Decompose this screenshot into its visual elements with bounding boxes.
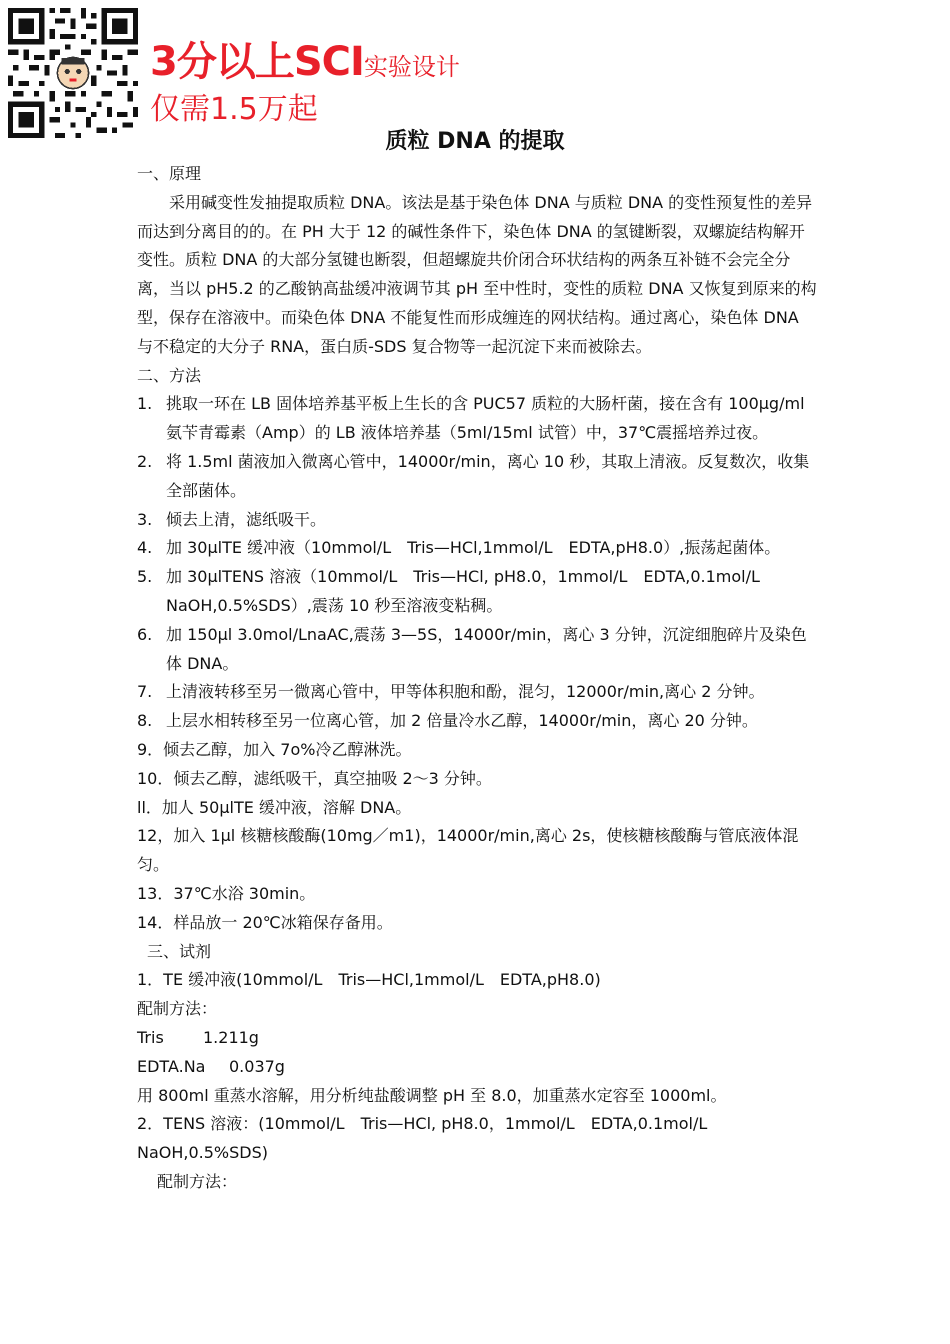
step-number: 6.	[137, 624, 153, 644]
ad-line-2: 仅需1.5万起	[150, 92, 318, 127]
step-text: 上清液转移至另一微离心管中，甲等体积胞和酚，混匀，12000r/min,离心 2 分钟。	[166, 682, 765, 702]
step-text: 倾去上清，滤纸吸干。	[166, 509, 327, 529]
reagent-2-method-label: 配制方法：	[157, 1171, 238, 1191]
reagent-2-title: 2．TENS 溶液：(10mmol/L Tris—HCl, pH8.0，1mmol/L EDTA,0.1mol/L NaOH,0.5%SDS)	[137, 1114, 708, 1163]
step-12: 12，加入 1μl 核糖核酸酶(10mg／m1)，14000r/min,离心 2s，使核糖核酸酶与管底液体混匀。	[137, 826, 799, 875]
document-body	[137, 160, 817, 1197]
step-number: 8.	[137, 711, 153, 731]
step-number: 3.	[137, 509, 153, 529]
step-number: 7.	[137, 682, 153, 702]
step-number: 5.	[137, 567, 153, 587]
principle-paragraph: 采用碱变性发抽提取质粒 DNA。该法是基于染色体 DNA 与质粒 DNA 的变性预复性的差异而达到分离目的的。在 PH 大于 12 的碱性条件下，染色体 DNA 的氢键断裂，双螺旋结构解开变性。质粒 DNA 的大部分氢键也断裂，但超螺旋共价闭合环状结构的两条互补链不会完全分离，当以 pH5.2 的乙酸钠高盐缓冲液调节其 pH 至中性时，变性的质粒 DNA 又恢复到原来的构型，保存在溶液中。而染色体 DNA 不能复性而形成缠连的网状结构。通过离心，染色体 DNA 与不稳定的大分子 RNA，蛋白质-SDS 复合物等一起沉淀下来而被除去。	[137, 192, 817, 356]
method-heading: 二、方法	[137, 365, 202, 385]
step-number: 2.	[137, 451, 153, 471]
step-text: 上层水相转移至另一位离心管，加 2 倍量冷水乙醇，14000r/min，离心 20 分钟。	[166, 711, 758, 731]
step-14: 14．样品放一 20℃冰箱保存备用。	[137, 912, 393, 932]
step-text: 加 150μl 3.0mol/LnaAC,震荡 3—5S，14000r/min，离心 3 分钟，沉淀细胞碎片及染色体 DNA。	[166, 624, 807, 673]
ad-design-text: 实验设计	[363, 53, 460, 81]
reagent-1-title: 1．TE 缓冲液(10mmol/L Tris—HCl,1mmol/L EDTA,pH8.0)	[137, 970, 601, 990]
reagent-1-instruction: 用 800ml 重蒸水溶解，用分析纯盐酸调整 pH 至 8.0，加重蒸水定容至 1000ml。	[137, 1085, 727, 1105]
reagent-row-tris	[137, 1024, 817, 1053]
step-11: ll．加人 50μlTE 缓冲液，溶解 DNA。	[137, 797, 412, 817]
step-9: 9．倾去乙醇，加入 7o%冷乙醇淋洗。	[137, 739, 412, 759]
step-text: 加 30μlTENS 溶液（10mmol/L Tris—HCl, pH8.0，1mmol/L EDTA,0.1mol/L NaOH,0.5%SDS）,震荡 10 秒至溶液变粘稠。	[166, 567, 760, 615]
reagent-1-method-label: 配制方法：	[137, 999, 218, 1019]
list-item	[137, 563, 817, 621]
list-item	[137, 390, 817, 448]
step-number: 1.	[137, 394, 153, 414]
list-item	[137, 448, 817, 506]
ad-line-1	[150, 30, 460, 87]
list-item	[137, 621, 817, 679]
list-item	[137, 678, 817, 707]
step-10: 10．倾去乙醇，滤纸吸干，真空抽吸 2～3 分钟。	[137, 768, 492, 788]
reagent-name: EDTA.Na	[137, 1056, 206, 1076]
step-13: 13．37℃水浴 30min。	[137, 883, 316, 903]
method-steps-list	[137, 390, 817, 736]
principle-heading: 一、原理	[137, 164, 202, 183]
step-number: 4.	[137, 538, 153, 558]
ad-sci-text: 3分以上SCI	[150, 39, 364, 85]
page-title: 质粒 DNA 的提取	[385, 129, 565, 154]
step-text: 挑取一环在 LB 固体培养基平板上生长的含 PUC57 质粒的大肠杆菌，接在含有 100μg/ml 氨苄青霉素（Amp）的 LB 液体培养基（5ml/15ml 试管）中，37℃震摇培养过夜。	[166, 394, 805, 443]
list-item	[137, 534, 817, 563]
reagent-row-edta	[137, 1053, 817, 1082]
reagent-name: Tris	[137, 1027, 164, 1047]
list-item	[137, 506, 817, 535]
reagent-heading: 三、试剂	[147, 941, 212, 961]
list-item	[137, 707, 817, 736]
qr-code-icon	[8, 8, 138, 138]
reagent-amount: 0.037g	[229, 1056, 285, 1076]
step-text: 加 30μlTE 缓冲液（10mmol/L Tris—HCl,1mmol/L EDTA,pH8.0）,振荡起菌体。	[166, 538, 781, 558]
reagent-amount: 1.211g	[203, 1027, 259, 1047]
step-text: 将 1.5ml 菌液加入微离心管中，14000r/min，离心 10 秒，其取上清液。反复数次，收集全部菌体。	[166, 451, 810, 500]
